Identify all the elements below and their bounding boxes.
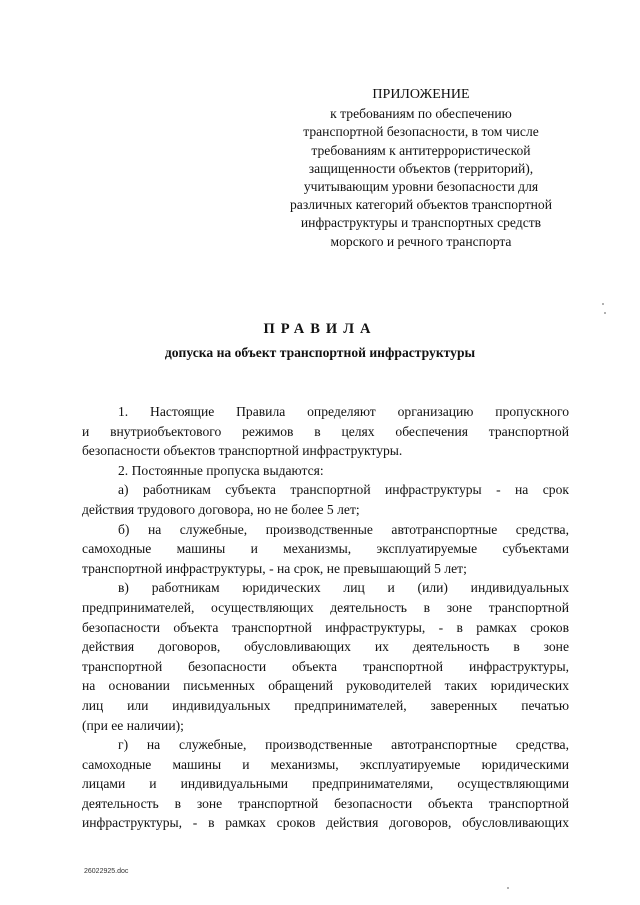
scan-speck xyxy=(602,303,604,305)
body-line: действия трудового договора, но не более 5 лет; xyxy=(82,501,360,517)
body-line: безопасности объектов транспортной инфраструктуры. xyxy=(82,443,403,459)
body-line: транспортной безопасности объекта транспортной инфраструктуры, xyxy=(82,658,569,674)
appendix-header xyxy=(262,86,580,251)
body-line: и внутриобъектового режимов в целях обеспечения транспортной xyxy=(82,423,569,439)
appendix-line: учитывающим уровни безопасности для xyxy=(303,179,539,195)
document-title: ПРАВИЛА xyxy=(263,321,377,337)
body-line: транспортной инфраструктуры, - на срок, не превышающий 5 лет; xyxy=(82,560,467,576)
body-line: безопасности объекта транспортной инфраструктуры, - в рамках сроков xyxy=(82,619,569,635)
body-line: действия договоров, обусловливающих их деятельность в зоне xyxy=(82,639,569,655)
appendix-line: к требованиям по обеспечению xyxy=(330,106,512,122)
body-line: лицами и индивидуальными предпринимателями, осуществляющими xyxy=(82,776,569,792)
body-line: г) на служебные, производственные автотранспортные средства, xyxy=(118,737,569,753)
body-line: (при ее наличии); xyxy=(82,717,184,733)
appendix-line: морского и речного транспорта xyxy=(330,233,512,249)
scan-speck xyxy=(507,887,509,889)
body-line: самоходные машины и механизмы, эксплуатируемые субъектами xyxy=(82,541,569,557)
appendix-title: ПРИЛОЖЕНИЕ xyxy=(372,87,470,102)
appendix-line: требованиям к антитеррористической xyxy=(311,142,531,158)
body-line: инфраструктуры, - в рамках сроков действия договоров, обусловливающих xyxy=(82,815,569,831)
body-line: в) работникам юридических лиц и (или) индивидуальных xyxy=(118,580,569,596)
appendix-line: транспортной безопасности, в том числе xyxy=(303,124,539,140)
appendix-line: различных категорий объектов транспортной xyxy=(290,197,552,213)
document-subtitle: допуска на объект транспортной инфраструктуры xyxy=(164,345,476,360)
scan-speck xyxy=(604,312,606,314)
body-line: деятельность в зоне транспортной безопасности объекта транспортной xyxy=(82,795,569,811)
body-line: б) на служебные, производственные автотранспортные средства, xyxy=(118,521,569,537)
body-line: предпринимателей, осуществляющих деятельность в зоне транспортной xyxy=(82,599,569,615)
body-line: 2. Постоянные пропуска выдаются: xyxy=(118,462,324,478)
body-line: а) работникам субъекта транспортной инфраструктуры - на срок xyxy=(118,482,569,498)
body-line: 1. Настоящие Правила определяют организацию пропускного xyxy=(118,404,569,419)
document-body xyxy=(82,402,569,833)
footer-filename: 26022925.doc xyxy=(84,868,129,875)
body-line: лиц или индивидуальных предпринимателей, заверенных печатью xyxy=(82,697,569,713)
body-line: на основании письменных обращений руководителей таких юридических xyxy=(82,678,569,694)
body-line: самоходные машины и механизмы, эксплуатируемые юридическими xyxy=(82,756,569,772)
appendix-line: защищенности объектов (территорий), xyxy=(308,160,534,176)
appendix-line: инфраструктуры и транспортных средств xyxy=(300,215,542,231)
